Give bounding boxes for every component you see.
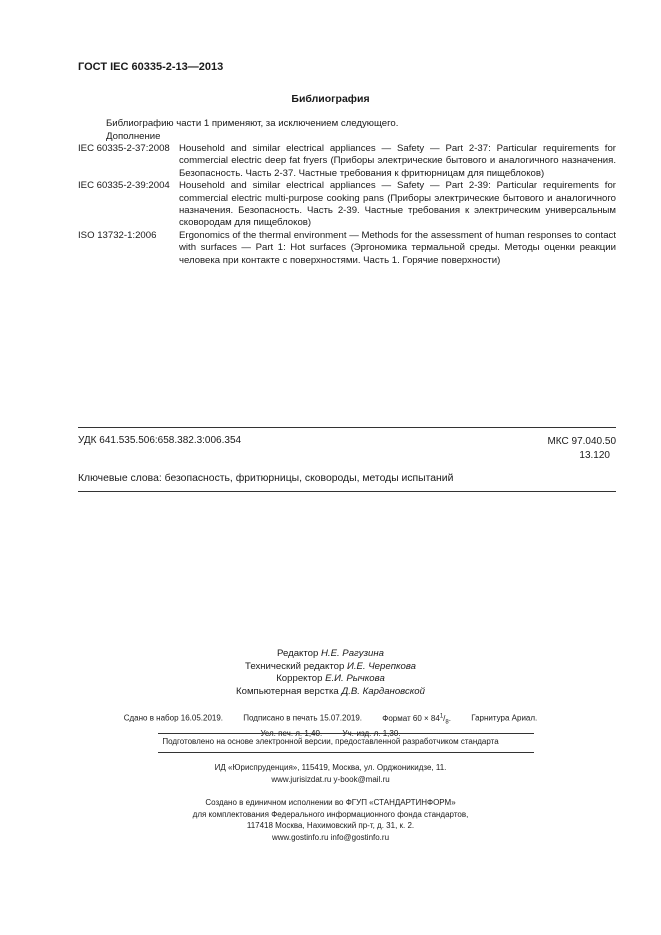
print-details (0, 710, 661, 740)
manufacturer-line: Создано в единичном исполнении во ФГУП «СТАНДАРТИНФОРМ» (205, 798, 456, 807)
reference-item (78, 180, 616, 230)
signed-date: Подписано в печать 15.07.2019. (243, 713, 363, 723)
intro-text: Библиографию части 1 применяют, за исключением следующего. (106, 118, 399, 129)
paper-format: Формат $60 \times 84^1/_8$. (382, 713, 451, 726)
divider-print-2 (158, 752, 534, 753)
mks-secondary: 13.120 (579, 449, 610, 461)
reference-item (78, 143, 616, 180)
editor-row (0, 686, 661, 699)
editor-row (0, 661, 661, 674)
typeface: Гарнитура Ариал. (471, 713, 538, 723)
standard-designation: ГОСТ IEC 60335-2-13—2013 (78, 61, 224, 73)
editor-name: Д.В. Кардановской (341, 685, 425, 697)
editor-role: Корректор (276, 673, 323, 684)
editor-name: И.Е. Черепкова (346, 660, 416, 672)
manufacturer-line: 117418 Москва, Нахимовский пр-т, д. 31, к. 2. (246, 821, 415, 830)
divider-bottom (78, 491, 616, 492)
reference-text: Household and similar electrical appliances — Safety — Part 2-39: Particular requirements for commercial electric multi-purpose cooking pans (Приборы электрические бытового и аналогичного назначения. Безопасность. Часть 2-39. Частные требования к электрическим универсальным сковородам для пищеблоков) (179, 180, 616, 229)
manufacturer-contacts: www.gostinfo.ru info@gostinfo.ru (271, 832, 390, 842)
addition-label: Дополнение (106, 130, 161, 142)
manufacturer-info (0, 797, 661, 843)
reference-code: IEC 60335-2-37:2008 (78, 143, 170, 154)
editor-name: Н.Е. Рагузина (320, 648, 384, 659)
reference-code: IEC 60335-2-39:2004 (78, 180, 170, 192)
editor-row (0, 648, 661, 661)
reference-code: ISO 13732-1:2006 (78, 229, 157, 241)
sent-date: Сдано в набор 16.05.2019. (123, 713, 224, 723)
editorial-credits (0, 648, 661, 698)
reference-text: Household and similar electrical appliances — Safety — Part 2-37: Particular requirements for commercial electric deep fat fryers (Приборы электрические бытового и аналогичного назначения. Безопасность. Часть 2-37. Частные требования к фритюрницам для пищеблоков) (179, 143, 616, 179)
bibliography-intro (106, 118, 398, 143)
mks-code (547, 435, 616, 462)
publisher-address: ИД «Юриспруденция», 115419, Москва, ул. Орджоникидзе, 11. (214, 763, 447, 772)
divider-top (78, 427, 616, 428)
keywords: Ключевые слова: безопасность, фритюрницы, сковороды, методы испытаний (78, 473, 454, 484)
editor-name: Е.И. Рычкова (325, 673, 385, 684)
editor-row (0, 673, 661, 686)
udk-code: УДК 641.535.506:658.382.3:006.354 (78, 435, 242, 446)
publisher-info (0, 762, 661, 786)
print-line-1 (0, 710, 661, 728)
editor-role: Редактор (277, 648, 319, 659)
mks-primary: МКС 97.040.50 (547, 436, 616, 447)
bibliography-title: Библиография (291, 93, 370, 105)
editor-role: Технический редактор (245, 660, 345, 672)
reference-list (78, 143, 616, 267)
reference-item (78, 230, 616, 267)
prepared-note: Подготовлено на основе электронной версии, предоставленной разработчиком стандарта (162, 737, 499, 746)
editor-role: Компьютерная верстка (236, 685, 339, 697)
reference-text: Ergonomics of the thermal environment — Methods for the assessment of human responses to contact with surfaces — Part 1: Hot surfaces (Эргономика термальной среды. Методы оценки реакции человека при контакте с поверхностями. Часть 1. Горячие поверхности) (179, 229, 616, 266)
publisher-contacts: www.jurisizdat.ru y-book@mail.ru (271, 775, 390, 784)
divider-print-1 (158, 733, 534, 734)
manufacturer-line: для комплектования Федерального информационного фонда стандартов, (192, 809, 469, 819)
